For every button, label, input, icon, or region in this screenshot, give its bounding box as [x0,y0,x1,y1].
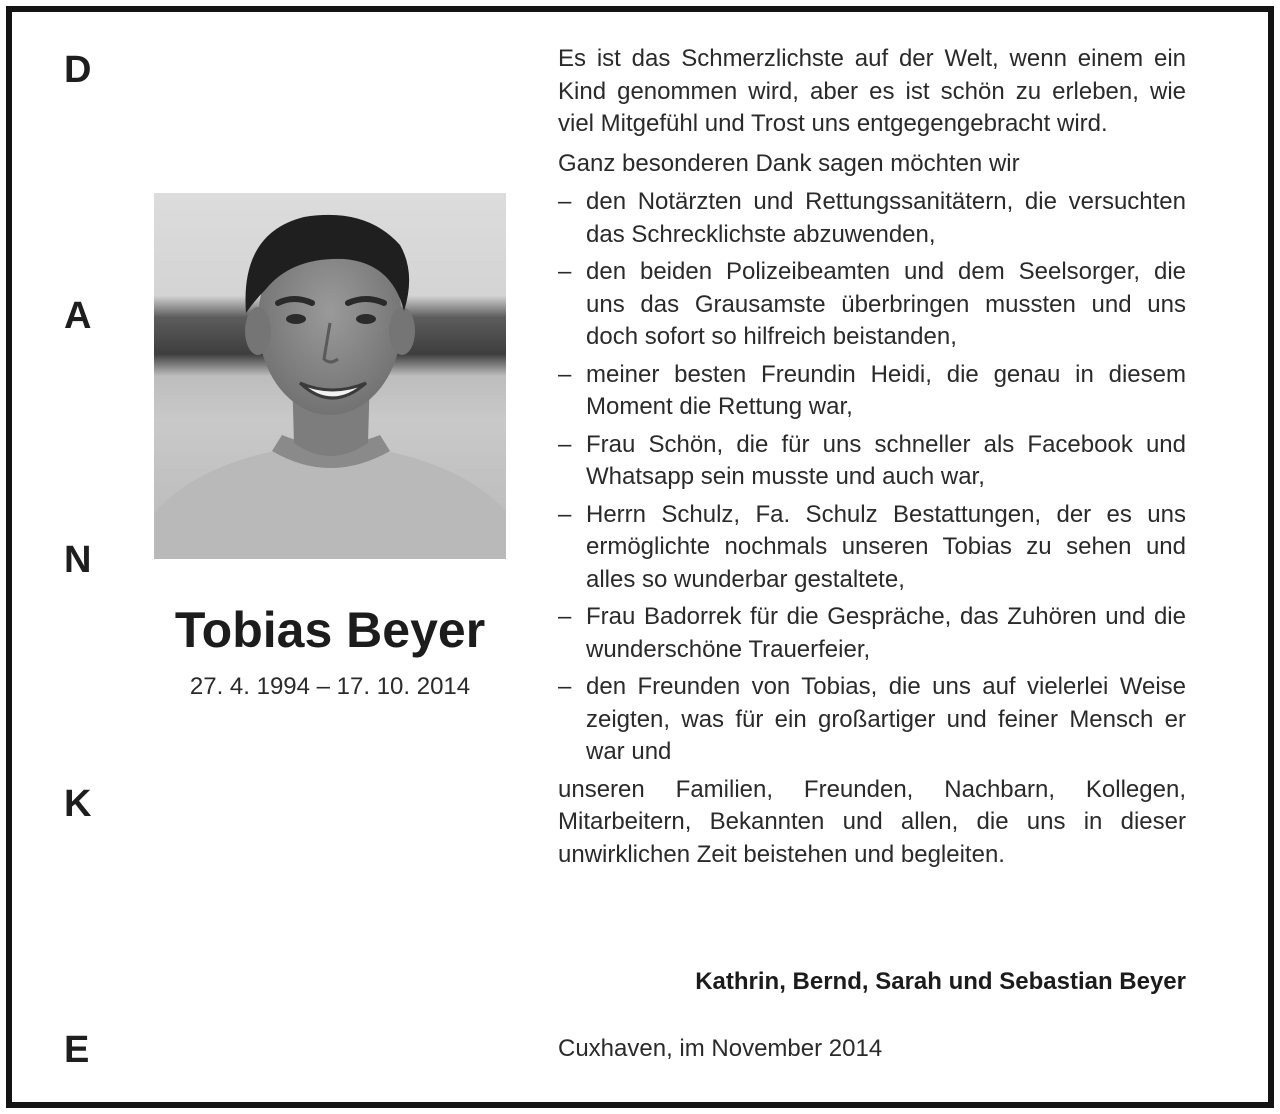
list-item: – den Notärzten und Rettungssanitätern, die versuchten das Schrecklichste abzuwenden, [558,188,1186,248]
message-body [558,43,1186,871]
danke-letter-k: K [64,783,92,825]
danke-letter-a: A [64,295,92,337]
list-item: – meiner besten Freundin Heidi, die genau in diesem Moment die Rettung war, [558,360,1186,420]
place-date: Cuxhaven, im November 2014 [558,1035,883,1062]
signature: Kathrin, Bernd, Sarah und Sebastian Beyer [695,968,1186,995]
list-item: – Frau Badorrek für die Gespräche, das Zuhören und die wunderschöne Trauerfeier, [558,603,1186,663]
list-item: – Herrn Schulz, Fa. Schulz Bestattungen, der es uns ermöglichte nochmals unseren Tobias zu sehen und alles so wunderbar gestaltete, [558,500,1186,593]
intro-paragraph: Es ist das Schmerzlichste auf der Welt, wenn einem ein Kind genommen wird, aber es ist schön zu erleben, wie viel Mitgefühl und Trost uns entgegengebracht wird. [558,45,1186,137]
deceased-name: Tobias Beyer [174,602,486,658]
closing-paragraph: unseren Familien, Freunden, Nachbarn, Kollegen, Mitarbeitern, Bekannten und allen, die uns in dieser unwirklichen Zeit beistehen und begleiten. [558,775,1186,868]
thanks-list [558,186,1186,769]
life-dates: 27. 4. 1994 – 17. 10. 2014 [189,673,471,700]
danke-letter-e: E [64,1029,90,1071]
list-item: – Frau Schön, die für uns schneller als Facebook und Whatsapp sein musste und auch war, [558,430,1186,490]
thanks-heading: Ganz besonderen Dank sagen möchten wir [558,149,1020,177]
danke-letter-d: D [64,49,92,91]
portrait-photo [154,193,506,559]
list-item: – den beiden Polizeibeamten und dem Seelsorger, die uns das Grausamste überbringen mussten und uns doch sofort so hilfreich beistanden, [558,258,1186,350]
list-item: – den Freunden von Tobias, die uns auf vielerlei Weise zeigten, was für ein großartiger und feiner Mensch er war und [558,673,1186,765]
danke-letter-n: N [64,539,92,581]
